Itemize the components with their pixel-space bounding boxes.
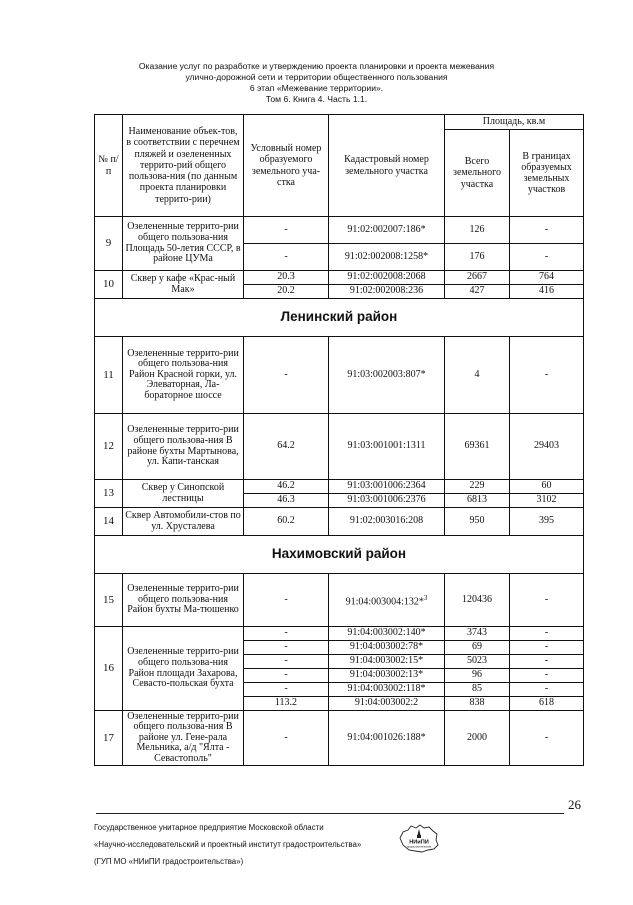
header-line-2: улично-дорожной сети и территории общественного пользования bbox=[185, 72, 448, 82]
cadastral-number: 91:04:003002:15* bbox=[329, 655, 445, 669]
document-header bbox=[0, 61, 633, 105]
table-header-row bbox=[95, 115, 584, 130]
conditional-number: - bbox=[244, 337, 329, 414]
header-conditional-number: Условный номер образуемого земельного уча-стка bbox=[244, 115, 329, 217]
area-total: 85 bbox=[445, 683, 510, 697]
conditional-number: - bbox=[244, 655, 329, 669]
table-row bbox=[95, 271, 584, 285]
area-within: 395 bbox=[510, 508, 584, 536]
conditional-number: 20.3 bbox=[244, 271, 329, 285]
row-number: 12 bbox=[95, 414, 123, 480]
area-within: 416 bbox=[510, 285, 584, 299]
header-line-4: Том 6. Книга 4. Часть 1.1. bbox=[265, 94, 368, 104]
object-name: Сквер у кафе «Крас-ный Мак» bbox=[123, 271, 244, 299]
row-number: 14 bbox=[95, 508, 123, 536]
cadastral-number: 91:02:002008:2068 bbox=[329, 271, 445, 285]
object-name: Озелененные террито-рии общего пользова-ния Район площади Захарова, Севасто-польская бухта bbox=[123, 627, 244, 711]
area-total: 176 bbox=[445, 244, 510, 271]
conditional-number: 113.2 bbox=[244, 697, 329, 711]
object-name: Озелененные террито-рии общего пользова-ния В районе бухты Мартынова, ул. Капи-танская bbox=[123, 414, 244, 480]
header-name: Наименование объек-тов, в соответствии с перечнем пляжей и озелененных террито-рий общего пользова-ния (по данным проекта планировки террито-рии) bbox=[123, 115, 244, 217]
conditional-number: - bbox=[244, 217, 329, 244]
row-number: 10 bbox=[95, 271, 123, 299]
logo-spire bbox=[418, 829, 421, 835]
conditional-number: 20.2 bbox=[244, 285, 329, 299]
table-row bbox=[95, 508, 584, 536]
area-within: - bbox=[510, 655, 584, 669]
cadastral-number bbox=[329, 574, 445, 627]
section-title: Нахимовский район bbox=[95, 536, 584, 574]
conditional-number: - bbox=[244, 641, 329, 655]
cadastral-number: 91:03:001001:1311 bbox=[329, 414, 445, 480]
area-within: - bbox=[510, 574, 584, 627]
area-within: - bbox=[510, 669, 584, 683]
area-within: - bbox=[510, 641, 584, 655]
area-within: 764 bbox=[510, 271, 584, 285]
table-row bbox=[95, 337, 584, 414]
conditional-number: - bbox=[244, 244, 329, 271]
table-row bbox=[95, 711, 584, 766]
cadastral-number: 91:04:003002:140* bbox=[329, 627, 445, 641]
area-total: 4 bbox=[445, 337, 510, 414]
object-name: Сквер Автомобили-стов по ул. Хрусталева bbox=[123, 508, 244, 536]
conditional-number: 60.2 bbox=[244, 508, 329, 536]
cadastral-number: 91:04:001026:188* bbox=[329, 711, 445, 766]
logo-text: НИиПИ bbox=[409, 839, 429, 846]
object-name: Озелененные террито-рии общего пользова-ния Район Красной горки, ул. Элеваторная, Ла-бораторное шоссе bbox=[123, 337, 244, 414]
area-within: - bbox=[510, 244, 584, 271]
area-within: 29403 bbox=[510, 414, 584, 480]
area-within: 60 bbox=[510, 480, 584, 494]
conditional-number: 46.2 bbox=[244, 480, 329, 494]
cadastral-number: 91:02:002007:186* bbox=[329, 217, 445, 244]
area-within: - bbox=[510, 627, 584, 641]
footer-divider bbox=[96, 813, 564, 814]
land-plots-table bbox=[94, 114, 584, 766]
table-row bbox=[95, 414, 584, 480]
cadastral-number: 91:03:002003:807* bbox=[329, 337, 445, 414]
row-number: 17 bbox=[95, 711, 123, 766]
header-line-1: Оказание услуг по разработке и утверждению проекта планировки и проекта межевания bbox=[138, 61, 495, 71]
row-number: 13 bbox=[95, 480, 123, 508]
area-within: - bbox=[510, 683, 584, 697]
logo-subtext: градостроительства bbox=[406, 845, 432, 849]
cadastral-number: 91:02:002008:1258* bbox=[329, 244, 445, 271]
footer-line-1: Государственное унитарное предприятие Московской области bbox=[94, 823, 324, 832]
section-row-leninsky bbox=[95, 299, 584, 337]
conditional-number: 64.2 bbox=[244, 414, 329, 480]
conditional-number: 46.3 bbox=[244, 494, 329, 508]
area-within: 3102 bbox=[510, 494, 584, 508]
header-area: Площадь, кв.м bbox=[445, 115, 584, 130]
page-number: 26 bbox=[568, 797, 581, 812]
cadastral-number-value: 91:04:003004:132* bbox=[345, 595, 424, 607]
cadastral-number: 91:03:001006:2364 bbox=[329, 480, 445, 494]
row-number: 11 bbox=[95, 337, 123, 414]
conditional-number: - bbox=[244, 574, 329, 627]
area-total: 6813 bbox=[445, 494, 510, 508]
conditional-number: - bbox=[244, 683, 329, 697]
area-total: 2667 bbox=[445, 271, 510, 285]
area-total: 126 bbox=[445, 217, 510, 244]
footer-line-3: (ГУП МО «НИиПИ градостроительства») bbox=[94, 857, 244, 866]
area-total: 69 bbox=[445, 641, 510, 655]
area-total: 2000 bbox=[445, 711, 510, 766]
area-total: 229 bbox=[445, 480, 510, 494]
area-within: 618 bbox=[510, 697, 584, 711]
area-within: - bbox=[510, 711, 584, 766]
conditional-number: - bbox=[244, 711, 329, 766]
header-cadastral-number: Кадастровый номер земельного участка bbox=[329, 115, 445, 217]
object-name: Озелененные террито-рии общего пользова-ния Район бухты Ма-тюшенко bbox=[123, 574, 244, 627]
cadastral-number: 91:04:003002:13* bbox=[329, 669, 445, 683]
table-row bbox=[95, 574, 584, 627]
area-total: 3743 bbox=[445, 627, 510, 641]
institute-logo bbox=[397, 823, 441, 853]
section-title: Ленинский район bbox=[95, 299, 584, 337]
header-area-within: В границах образуемых земельных участков bbox=[510, 130, 584, 217]
cadastral-number: 91:03:001006:2376 bbox=[329, 494, 445, 508]
area-total: 120436 bbox=[445, 574, 510, 627]
section-row-nakhimovsky bbox=[95, 536, 584, 574]
area-within: - bbox=[510, 337, 584, 414]
row-number: 15 bbox=[95, 574, 123, 627]
area-total: 950 bbox=[445, 508, 510, 536]
cadastral-number: 91:04:003002:2 bbox=[329, 697, 445, 711]
header-no: № п/п bbox=[95, 115, 123, 217]
footnote-mark: 3 bbox=[423, 593, 428, 602]
area-total: 838 bbox=[445, 697, 510, 711]
row-number: 9 bbox=[95, 217, 123, 271]
conditional-number: - bbox=[244, 669, 329, 683]
table-row bbox=[95, 480, 584, 494]
cadastral-number: 91:02:002008:236 bbox=[329, 285, 445, 299]
header-line-3: 6 этап «Межевание территории». bbox=[249, 83, 384, 93]
object-name: Сквер у Синопской лестницы bbox=[123, 480, 244, 508]
cadastral-number: 91:04:003002:78* bbox=[329, 641, 445, 655]
cadastral-number: 91:02:003016:208 bbox=[329, 508, 445, 536]
area-total: 5023 bbox=[445, 655, 510, 669]
footer-organization bbox=[94, 819, 424, 870]
logo-building bbox=[417, 835, 421, 838]
header-area-total: Всего земельного участка bbox=[445, 130, 510, 217]
cadastral-number: 91:04:003002:118* bbox=[329, 683, 445, 697]
table-row bbox=[95, 627, 584, 641]
object-name: Озелененные террито-рии общего пользова-ния В районе ул. Гене-рала Мельника, а/д "Ялта - Севастополь" bbox=[123, 711, 244, 766]
conditional-number: - bbox=[244, 627, 329, 641]
area-total: 427 bbox=[445, 285, 510, 299]
area-total: 69361 bbox=[445, 414, 510, 480]
footer-line-2: «Научно-исследовательский и проектный институт градостроительства» bbox=[94, 840, 362, 849]
object-name: Озелененные террито-рии общего пользова-ния Площадь 50-летия СССР, в районе ЦУМа bbox=[123, 217, 244, 271]
area-within: - bbox=[510, 217, 584, 244]
area-total: 96 bbox=[445, 669, 510, 683]
row-number: 16 bbox=[95, 627, 123, 711]
table-row bbox=[95, 217, 584, 244]
